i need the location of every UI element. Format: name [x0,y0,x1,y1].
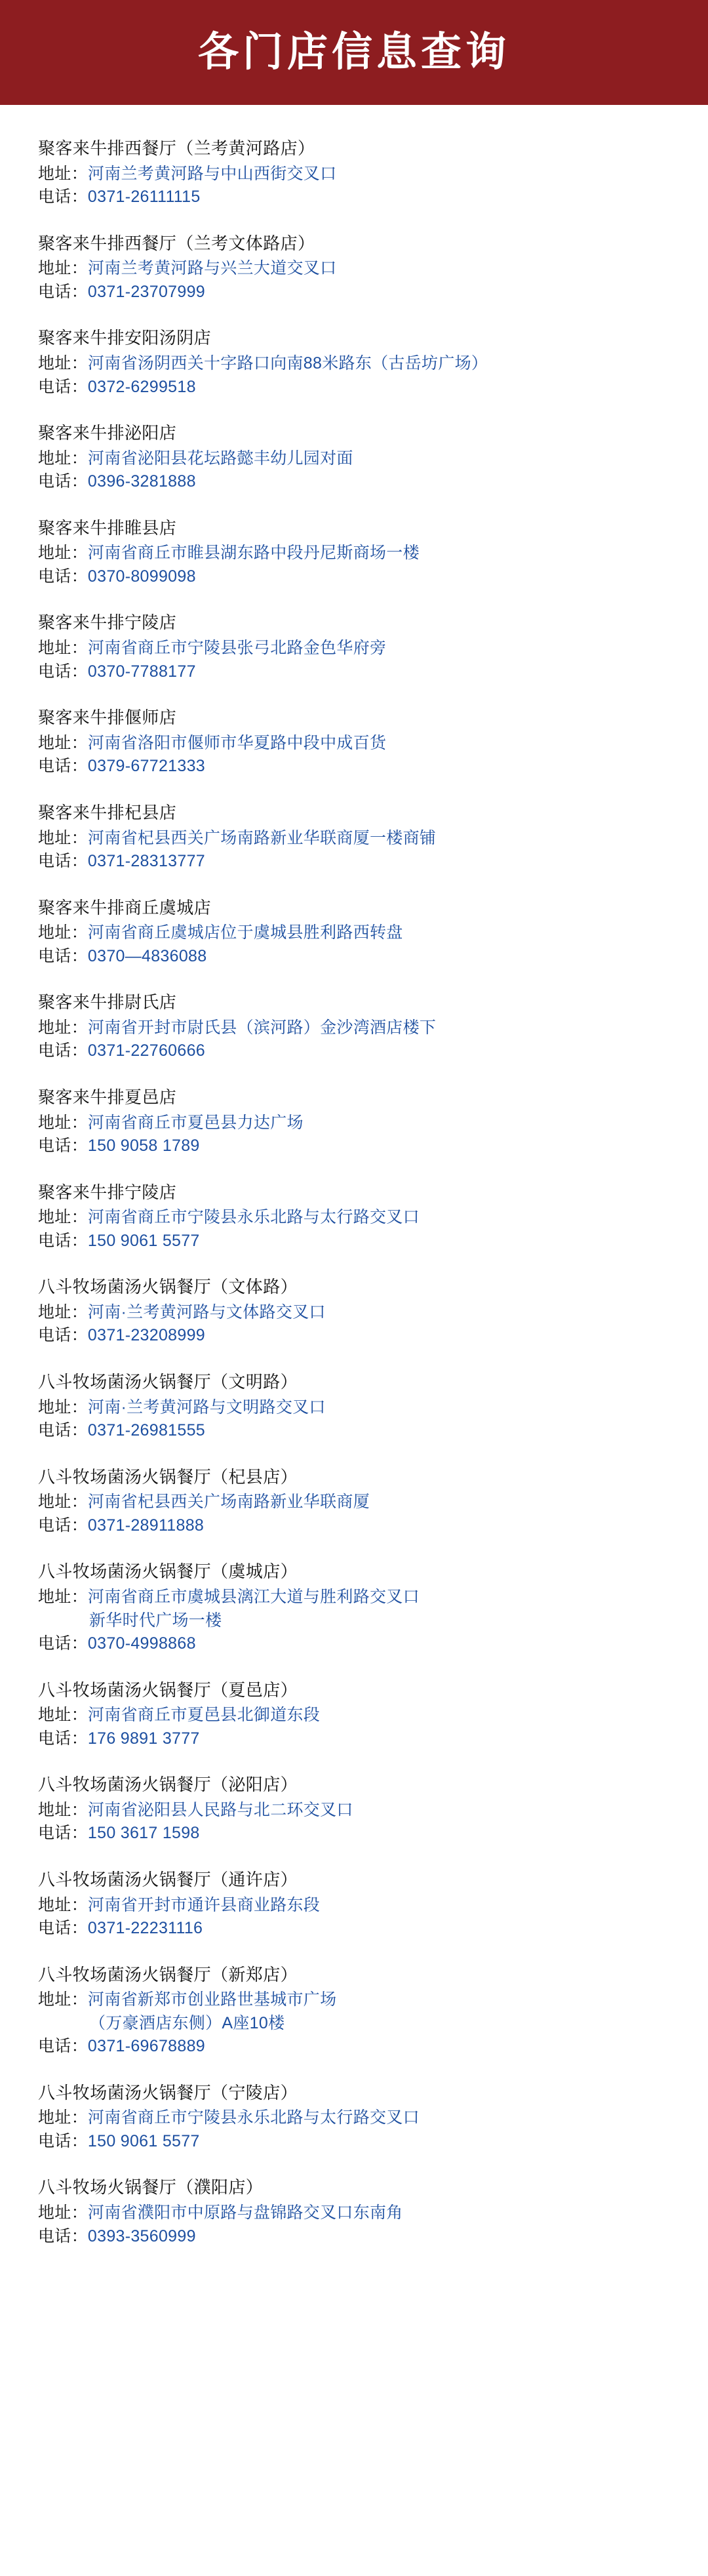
store-address-row [38,1704,670,1727]
store-name: 聚客来牛排西餐厅（兰考黄河路店） [38,138,315,158]
store-name: 八斗牧场菌汤火锅餐厅（新郑店） [38,1964,298,1984]
phone-value[interactable]: 0393-3560999 [87,2226,196,2245]
phone-label: 电话： [38,1041,88,1060]
store-entry [38,990,670,1063]
store-name: 聚客来牛排杞县店 [38,802,177,822]
phone-label: 电话： [38,1231,88,1250]
phone-value[interactable]: 0371-23208999 [87,1326,205,1345]
phone-label: 电话： [38,188,88,207]
address-label: 地址： [38,1302,88,1321]
store-phone-row [38,2225,670,2249]
store-address-row [38,1491,670,1514]
store-phone-row [38,1727,670,1751]
store-entry [38,1678,670,1751]
store-phone-row [38,281,670,304]
store-name: 聚客来牛排宁陵店 [38,1182,177,1202]
store-name: 聚客来牛排偃师店 [38,708,177,728]
store-name: 聚客来牛排宁陵店 [38,613,177,633]
address-label: 地址： [38,2108,88,2127]
phone-value[interactable]: 0371-22231116 [87,1919,203,1938]
address-value: 河南省濮阳市中原路与盘锦路交叉口东南角 [87,2204,403,2223]
store-entry [38,801,670,874]
store-name: 八斗牧场菌汤火锅餐厅（宁陵店） [38,2082,298,2103]
store-phone-row [38,470,670,494]
address-label: 地址： [38,259,88,278]
phone-value[interactable]: 0371-26111115 [87,188,201,207]
address-value: 河南省洛阳市偃师市华夏路中段中成百货 [87,733,387,752]
phone-label: 电话： [38,282,88,301]
address-value: 河南·兰考黄河路与文体路交叉口 [87,1302,326,1321]
phone-value[interactable]: 150 9058 1789 [87,1137,200,1156]
store-entry [38,1085,670,1158]
store-phone-row [38,186,670,209]
address-value: 河南省商丘市睢县湖东路中段丹尼斯商场一楼 [87,544,420,563]
store-name: 八斗牧场菌汤火锅餐厅（通许店） [38,1869,298,1889]
store-entry [38,326,670,399]
phone-label: 电话： [38,852,88,870]
store-address-row [38,732,670,755]
address-label: 地址： [38,2204,88,2223]
store-address-row [38,1799,670,1822]
address-value: 河南省商丘市夏邑县北御道东段 [87,1706,321,1725]
phone-value[interactable]: 0370—4836088 [87,946,207,965]
store-entry [38,421,670,494]
address-value: 河南省新郑市创业路世基城市广场 [87,1990,337,2009]
phone-label: 电话： [38,1421,88,1440]
store-entry [38,611,670,683]
address-value: 河南省开封市通许县商业路东段 [87,1895,321,1914]
address-label: 地址： [38,1895,88,1914]
store-entry [38,896,670,969]
store-name: 聚客来牛排泌阳店 [38,423,177,443]
store-address-row [38,1112,670,1135]
store-phone-row [38,1822,670,1845]
store-address-row [38,2106,670,2130]
phone-value[interactable]: 0371-69678889 [87,2037,205,2056]
address-label: 地址： [38,164,88,183]
phone-value[interactable]: 0371-28313777 [87,852,205,870]
phone-value[interactable]: 0370-4998868 [87,1634,196,1653]
store-phone-row [38,1135,670,1158]
store-entry [38,1773,670,1845]
address-value-continued: 新华时代广场一楼 [89,1611,222,1630]
address-label: 地址： [38,544,88,563]
store-entry [38,1180,670,1253]
store-phone-row [38,1514,670,1538]
store-address-row [38,542,670,565]
store-entry [38,1370,670,1443]
store-name: 八斗牧场火锅餐厅（濮阳店） [38,2177,264,2198]
store-phone-row [38,1230,670,1253]
store-address-row [38,2202,670,2225]
address-value: 河南省杞县西关广场南路新业华联商厦 [87,1493,370,1512]
store-phone-row [38,1917,670,1941]
phone-value[interactable]: 150 3617 1598 [87,1824,200,1843]
address-value-continued: （万豪酒店东侧）A座10楼 [89,2013,285,2032]
store-name: 聚客来牛排尉氏店 [38,992,177,1013]
store-phone-row [38,660,670,684]
address-label: 地址： [38,1588,88,1606]
address-value: 河南省商丘市夏邑县力达广场 [87,1113,304,1132]
store-entry [38,1465,670,1538]
phone-label: 电话： [38,1919,88,1938]
store-list [0,105,708,2310]
store-address-row [38,1586,670,1609]
phone-value[interactable]: 0379-67721333 [87,757,205,776]
phone-label: 电话： [38,472,88,491]
phone-label: 电话： [38,377,88,396]
store-phone-row [38,565,670,589]
phone-label: 电话： [38,1516,88,1535]
store-address-row [38,163,670,186]
store-address-row [38,1016,670,1040]
store-name: 聚客来牛排西餐厅（兰考文体路店） [38,233,315,253]
store-address-row [38,921,670,945]
address-label: 地址： [38,1208,88,1227]
store-entry [38,1963,670,2059]
phone-value[interactable]: 0370-7788177 [87,662,196,681]
address-value: 河南省商丘市宁陵县永乐北路与太行路交叉口 [87,2108,420,2127]
phone-value[interactable]: 0371-28911888 [87,1516,205,1535]
store-phone-row [38,2130,670,2154]
phone-value[interactable]: 0372-6299518 [87,377,196,396]
phone-label: 电话： [38,1634,88,1653]
address-value: 河南省泌阳县花坛路懿丰幼儿园对面 [87,449,353,468]
address-value: 河南·兰考黄河路与文明路交叉口 [87,1398,326,1417]
address-label: 地址： [38,1018,88,1037]
phone-value[interactable]: 176 9891 3777 [87,1729,200,1748]
address-value: 河南兰考黄河路与中山西街交叉口 [87,164,337,183]
store-name: 聚客来牛排商丘虞城店 [38,897,212,917]
address-label: 地址： [38,1113,88,1132]
phone-value[interactable]: 0371-26981555 [87,1421,205,1440]
address-label: 地址： [38,354,88,373]
phone-value[interactable]: 150 9061 5577 [87,1231,200,1250]
store-entry [38,1868,670,1941]
address-label: 地址： [38,733,88,752]
phone-value[interactable]: 0370-8099098 [87,567,196,586]
store-name: 八斗牧场菌汤火锅餐厅（虞城店） [38,1561,298,1582]
address-value: 河南省杞县西关广场南路新业华联商厦一楼商铺 [87,828,437,847]
store-entry [38,231,670,304]
store-address-row [38,1396,670,1420]
store-name: 八斗牧场菌汤火锅餐厅（文体路） [38,1277,298,1297]
store-entry [38,1560,670,1655]
store-name: 八斗牧场菌汤火锅餐厅（夏邑店） [38,1680,298,1700]
store-entry [38,2081,670,2154]
phone-label: 电话： [38,946,88,965]
store-address-row [38,352,670,376]
address-label: 地址： [38,1398,88,1417]
address-label: 地址： [38,1493,88,1512]
store-phone-row [38,376,670,399]
store-entry [38,1275,670,1348]
address-value: 河南省商丘市宁陵县张弓北路金色华府旁 [87,639,387,658]
phone-value[interactable]: 0371-23707999 [87,282,205,301]
address-label: 地址： [38,449,88,468]
address-label: 地址： [38,923,88,942]
store-address-row [38,257,670,281]
address-label: 地址： [38,1800,88,1819]
phone-label: 电话： [38,2226,88,2245]
address-value: 河南省汤阴西关十字路口向南88米路东（古岳坊广场） [87,354,488,373]
phone-label: 电话： [38,2131,88,2150]
store-phone-row [38,850,670,874]
store-name: 八斗牧场菌汤火锅餐厅（杞县店） [38,1466,298,1487]
phone-value[interactable]: 0396-3281888 [87,472,196,491]
address-value: 河南省开封市尉氏县（滨河路）金沙湾酒店楼下 [87,1018,437,1037]
address-label: 地址： [38,639,88,658]
store-entry [38,516,670,589]
address-label: 地址： [38,828,88,847]
phone-label: 电话： [38,757,88,776]
store-address-row [38,447,670,471]
store-name: 聚客来牛排夏邑店 [38,1087,177,1107]
store-address-row [38,637,670,660]
phone-label: 电话： [38,2037,88,2056]
store-name: 聚客来牛排睢县店 [38,517,177,538]
phone-label: 电话： [38,1137,88,1156]
store-entry [38,2175,670,2248]
address-value: 河南省商丘市宁陵县永乐北路与太行路交叉口 [87,1208,420,1227]
store-phone-row [38,2035,670,2059]
phone-value[interactable]: 0371-22760666 [87,1041,205,1060]
address-label: 地址： [38,1990,88,2009]
address-value: 河南省商丘市虞城县漓江大道与胜利路交叉口 [87,1588,420,1606]
store-address-row [38,1988,670,2012]
store-address-row [38,1206,670,1230]
store-address-row [38,827,670,851]
page-title: 各门店信息查询 [197,30,510,75]
store-name: 聚客来牛排安阳汤阴店 [38,328,212,348]
store-phone-row [38,1632,670,1656]
phone-label: 电话： [38,1824,88,1843]
store-phone-row [38,1039,670,1063]
store-phone-row [38,755,670,778]
store-phone-row [38,1419,670,1443]
store-entry [38,706,670,778]
store-name: 八斗牧场菌汤火锅餐厅（泌阳店） [38,1775,298,1795]
store-entry [38,136,670,209]
address-value: 河南兰考黄河路与兴兰大道交叉口 [87,259,337,278]
phone-label: 电话： [38,567,88,586]
address-value: 河南省泌阳县人民路与北二环交叉口 [87,1800,353,1819]
page-header [0,0,708,105]
store-phone-row [38,1324,670,1348]
phone-label: 电话： [38,1326,88,1345]
store-address-row [38,1301,670,1325]
store-name: 八斗牧场菌汤火锅餐厅（文明路） [38,1371,298,1392]
phone-value[interactable]: 150 9061 5577 [87,2131,200,2150]
phone-label: 电话： [38,662,88,681]
address-value: 河南省商丘虞城店位于虞城县胜利路西转盘 [87,923,403,942]
store-address-row [38,1894,670,1918]
store-phone-row [38,945,670,969]
address-label: 地址： [38,1706,88,1725]
phone-label: 电话： [38,1729,88,1748]
